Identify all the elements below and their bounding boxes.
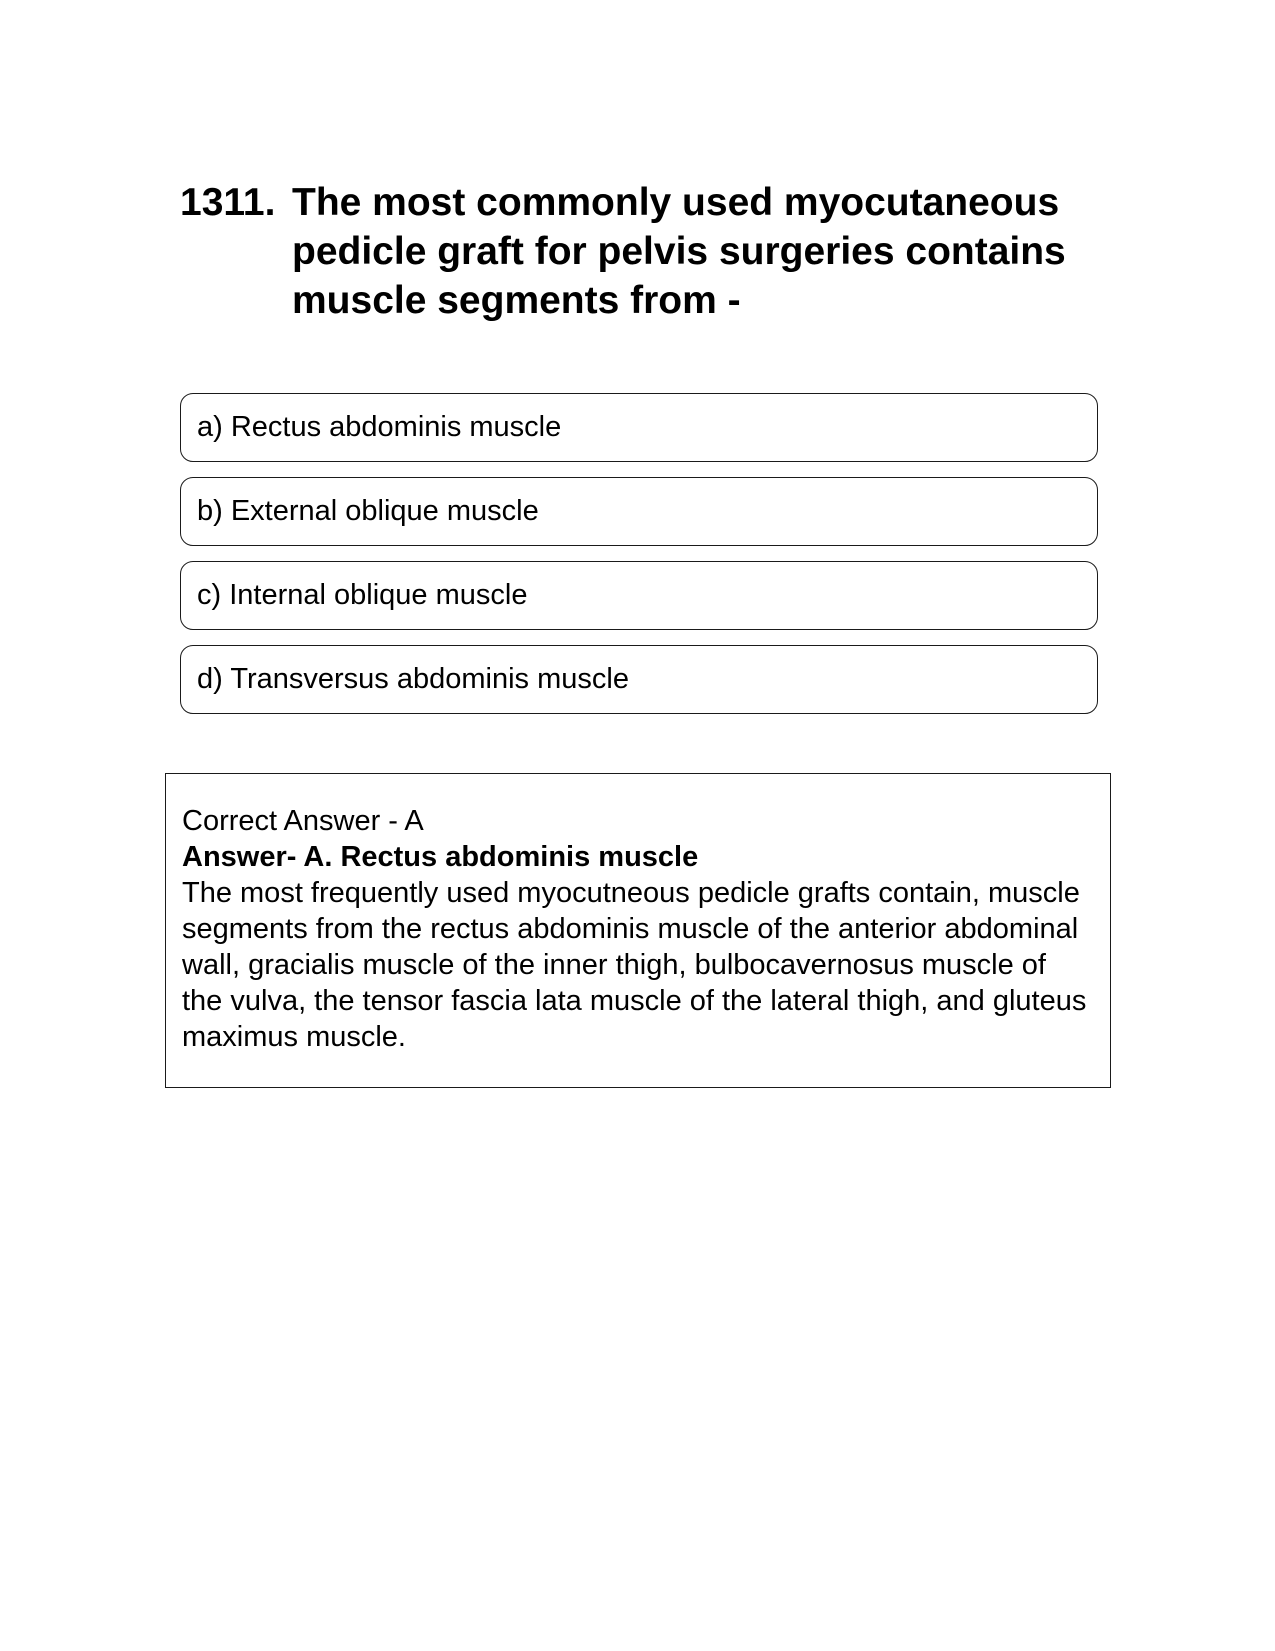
answer-title: Answer- A. Rectus abdominis muscle (182, 841, 699, 873)
option-d[interactable]: d) Transversus abdominis muscle (180, 645, 1098, 714)
question-heading (180, 178, 1100, 325)
options-list (180, 393, 1098, 729)
answer-box (165, 773, 1111, 1088)
option-c[interactable]: c) Internal oblique muscle (180, 561, 1098, 630)
question-text: The most commonly used myocutaneous pedicle graft for pelvis surgeries contains muscle segments from - (292, 181, 1066, 322)
option-a[interactable]: a) Rectus abdominis muscle (180, 393, 1098, 462)
answer-explanation: The most frequently used myocutneous pedicle grafts contain, muscle segments from the rectus abdominis muscle of the anterior abdominal wall, gracialis muscle of the inner thigh, bulbocavernosus muscle of the vulva, the tensor fascia lata muscle of the lateral thigh, and gluteus maximus muscle. (182, 877, 1087, 1053)
option-b[interactable]: b) External oblique muscle (180, 477, 1098, 546)
question-number: 1311. (180, 181, 276, 224)
correct-answer-line: Correct Answer - A (182, 805, 424, 837)
